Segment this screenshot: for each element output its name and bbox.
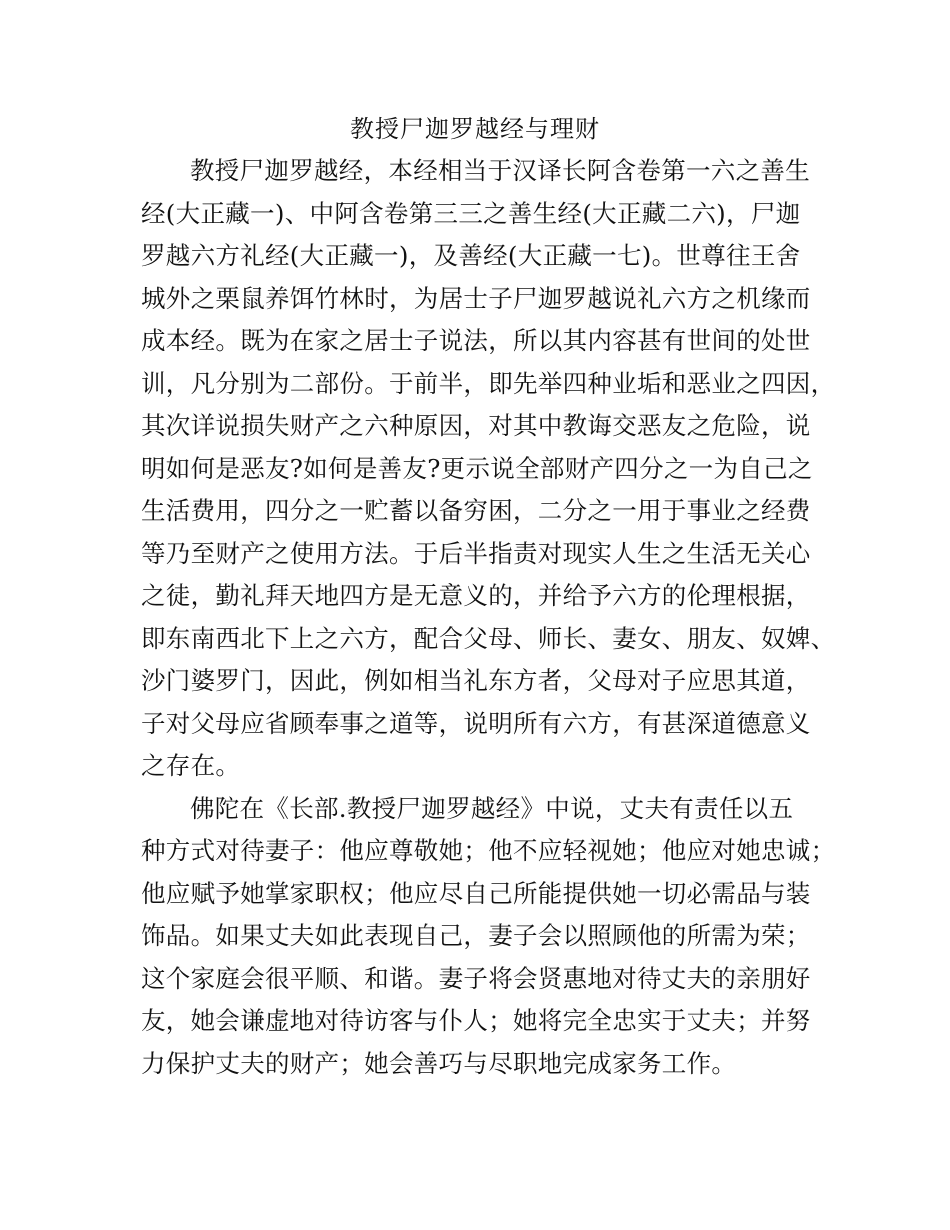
paragraph-1-line: 即东南西北下上之六方，配合父母、师长、妻女、朋友、奴婢、 (141, 624, 836, 653)
paragraph-1-line: 经(大正藏一)、中阿含卷第三三之善生经(大正藏二六)，尸迦 (141, 199, 801, 228)
paragraph-1-line: 沙门婆罗门，因此，例如相当礼东方者，父母对子应思其道， (141, 666, 811, 695)
paragraph-1-line: 之存在。 (141, 751, 241, 780)
paragraph-1-line: 明如何是恶友?如何是善友?更示说全部财产四分之一为自己之 (141, 454, 813, 483)
paragraph-1-line: 之徒，勤礼拜天地四方是无意义的，并给予六方的伦理根据， (141, 581, 811, 610)
paragraph-2-line: 他应赋予她掌家职权；他应尽自己所能提供她一切必需品与装 (141, 879, 811, 908)
paragraph-2-line: 佛陀在《长部.教授尸迦罗越经》中说，丈夫有责任以五 (190, 794, 794, 823)
paragraph-2-line: 种方式对待妻子：他应尊敬她；他不应轻视她；他应对她忠诚； (141, 836, 836, 865)
paragraph-2-line: 友，她会谦虚地对待访客与仆人；她将完全忠实于丈夫；并努 (141, 1006, 811, 1035)
document-title: 教授尸迦罗越经与理财 (350, 115, 600, 143)
paragraph-1-line: 等乃至财产之使用方法。于后半指责对现实人生之生活无关心 (141, 539, 811, 568)
paragraph-1-line: 其次详说损失财产之六种原因，对其中教诲交恶友之危险，说 (141, 411, 811, 440)
paragraph-1-line: 城外之栗鼠养饵竹林时，为居士子尸迦罗越说礼六方之机缘而 (141, 284, 811, 313)
paragraph-1-line: 生活费用，四分之一贮蓄以备穷困，二分之一用于事业之经费 (141, 496, 811, 525)
paragraph-1-line: 罗越六方礼经(大正藏一)，及善经(大正藏一七)。世尊往王舍 (141, 241, 801, 270)
paragraph-2-line: 这个家庭会很平顺、和谐。妻子将会贤惠地对待丈夫的亲朋好 (141, 964, 811, 993)
paragraph-2-line: 力保护丈夫的财产；她会善巧与尽职地完成家务工作。 (141, 1049, 737, 1078)
paragraph-1-line: 训，凡分别为二部份。于前半，即先举四种业垢和恶业之四因， (141, 369, 836, 398)
paragraph-1-line: 子对父母应省顾奉事之道等，说明所有六方，有甚深道德意义 (141, 709, 811, 738)
paragraph-1-line: 教授尸迦罗越经，本经相当于汉译长阿含卷第一六之善生 (190, 156, 810, 185)
paragraph-2-line: 饰品。如果丈夫如此表现自己，妻子会以照顾他的所需为荣； (141, 921, 811, 950)
paragraph-1-line: 成本经。既为在家之居士子说法，所以其内容甚有世间的处世 (141, 326, 811, 355)
